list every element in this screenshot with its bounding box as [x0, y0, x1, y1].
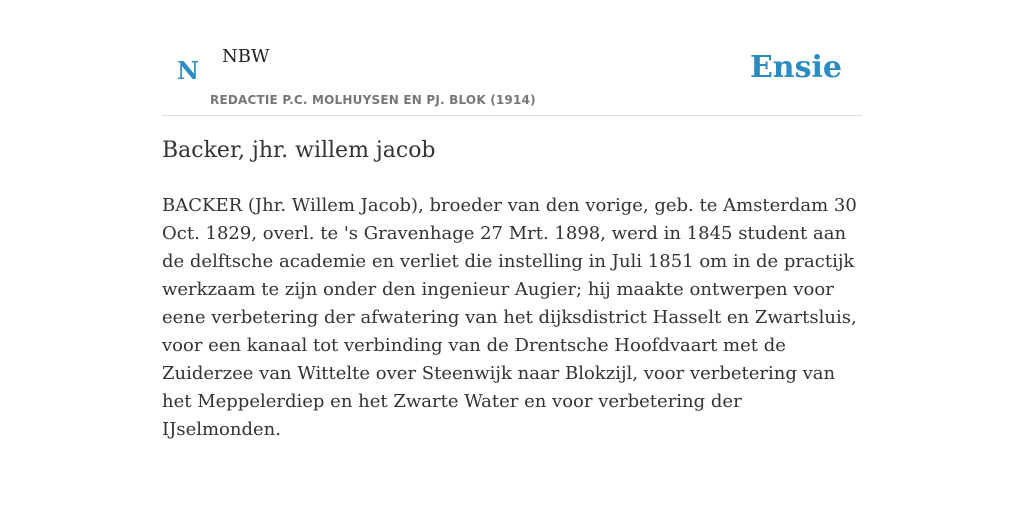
page-container: [162, 0, 862, 440]
brand-logo-link[interactable]: Ensie: [749, 50, 842, 85]
entry-title: Backer, jhr. willem jacob: [162, 138, 436, 163]
source-title[interactable]: NBW: [222, 46, 270, 67]
source-header: [162, 0, 862, 116]
source-logo-letter[interactable]: N: [177, 56, 199, 85]
source-editors: REDACTIE P.C. MOLHUYSEN EN PJ. BLOK (1914): [210, 93, 536, 107]
entry-body: BACKER (Jhr. Willem Jacob), broeder van den vorige, geb. te Amsterdam 30 Oct. 1829, overl. te 's Gravenhage 27 Mrt. 1898, werd in 1845 student aan de delftsche academie en verliet die instelling in Juli 1851 om in de practijk werkzaam te zijn onder den ingenieur Augier; hij maakte ontwerpen voor eene verbetering der afwatering van het dijksdistrict Hasselt en Zwartsluis, voor een kanaal tot verbinding van de Drentsche Hoofdvaart met de Zuiderzee van Wittelte over Steenwijk naar Blokzijl, voor verbetering van het Meppelerdiep en het Zwarte Water en voor verbetering der IJselmonden.: [162, 195, 857, 440]
